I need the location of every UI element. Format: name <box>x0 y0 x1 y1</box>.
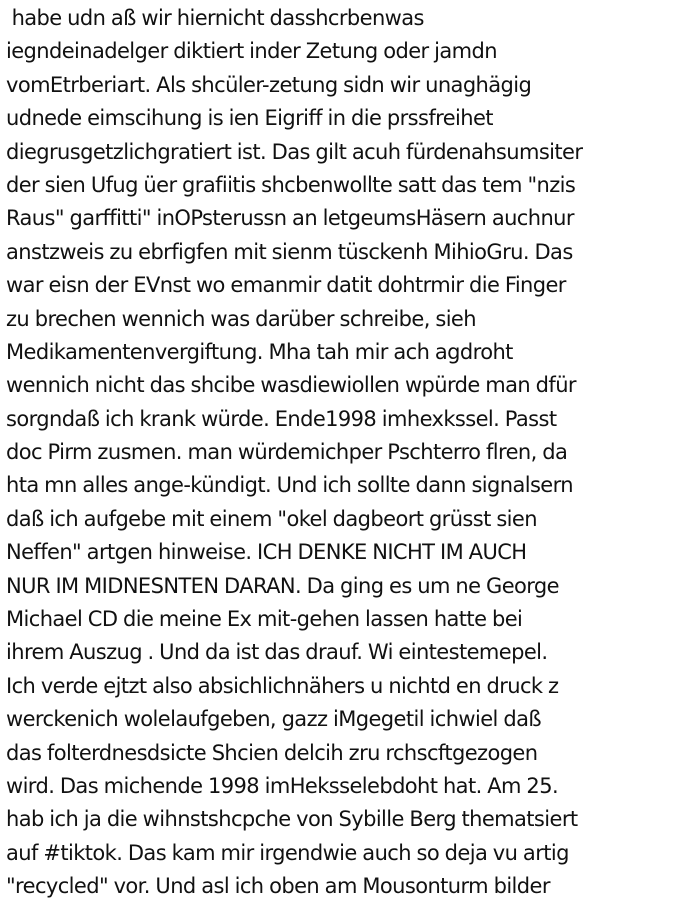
text-line: doc Pirm zusmen. man würdemichper Pschterro flren, da <box>6 440 568 465</box>
text-line: hta mn alles ange-kündigt. Und ich sollte dann signalsern <box>6 473 574 498</box>
text-line: wird. Das michende 1998 imHeksselebdoht hat. Am 25. <box>6 773 559 798</box>
body-text <box>6 2 682 904</box>
text-line: zu brechen wennich was darüber schreibe, sieh <box>6 306 476 331</box>
text-line: ihrem Auszug . Und da ist das drauf. Wi eintestemepel. <box>6 640 548 665</box>
text-line: diegrusgetzlichgratiert ist. Das gilt acuh fürdenahsumsiter <box>6 139 583 164</box>
text-line: der sien Ufug üer grafiitis shcbenwollte satt das tem "nzis <box>6 172 576 197</box>
text-line: das folterdnesdsicte Shcien delcih zru rchscftgezogen <box>6 740 538 765</box>
text-line: Michael CD die meine Ex mit-gehen lassen hatte bei <box>6 607 523 632</box>
text-line: daß ich aufgebe mit einem "okel dagbeort grüsst sien <box>6 506 537 531</box>
text-line: anstzweis zu ebrfigfen mit sienm tüsckenh MihioGru. Das <box>6 239 573 264</box>
text-line: hab ich ja die wihnstshcpche von Sybille Berg thematsiert <box>6 807 578 832</box>
text-line: werckenich wolelaufgeben, gazz iMgegetil ichwiel daß <box>6 707 541 732</box>
text-line: NUR IM MIDNESNTEN DARAN. Da ging es um ne George <box>6 573 559 598</box>
text-line: war eisn der EVnst wo emanmir datit dohtrmir die Finger <box>6 273 566 298</box>
text-line: udnede eimscihung is ien Eigriff in die prssfreihet <box>6 106 493 131</box>
text-line: Neffen" artgen hinweise. ICH DENKE NICHT IM AUCH <box>6 540 527 565</box>
text-line: sorgndaß ich krank würde. Ende1998 imhexkssel. Passt <box>6 406 557 431</box>
text-line: wennich nicht das shcibe wasdiewiollen wpürde man dfür <box>6 373 576 398</box>
text-line: iegndeinadelger diktiert inder Zetung oder jamdn <box>6 39 497 64</box>
text-line: "recycled" vor. Und asl ich oben am Mousonturm bilder <box>6 874 550 899</box>
text-line: Raus" garffitti" inOPsterussn an letgeumsHäsern auchnur <box>6 206 574 231</box>
text-line: Ich verde ejtzt also absichlichnähers u nichtd en druck z <box>6 673 559 698</box>
text-line: auf #tiktok. Das kam mir irgendwie auch so deja vu artig <box>6 840 569 865</box>
text-line: habe udn aß wir hiernicht dasshcrbenwas <box>6 6 424 30</box>
text-line: vomEtrberiart. Als shcüler-zetung sidn wir unaghägig <box>6 72 532 97</box>
text-line: Medikamentenvergiftung. Mha tah mir ach agdroht <box>6 339 513 364</box>
